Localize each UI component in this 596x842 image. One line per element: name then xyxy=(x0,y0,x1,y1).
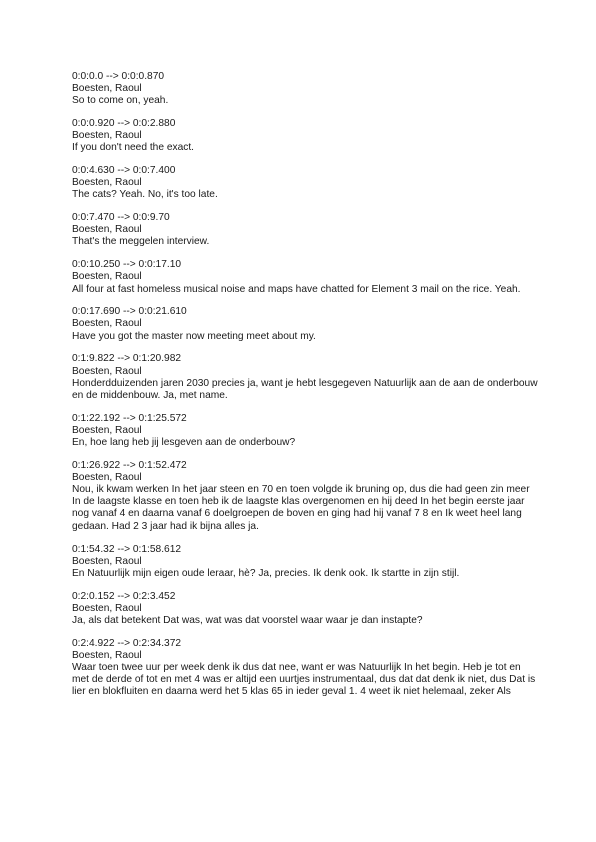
transcript-entry xyxy=(72,638,540,699)
transcript-entry xyxy=(72,212,540,248)
utterance-text: Waar toen twee uur per week denk ik dus dat nee, want er was Natuurlijk In het begin. Heb je tot en met de derde of tot en met 4 was er altijd een uurtjes instrumentaal, dus dat dat denk ik niet, dus Dat is lier en blokfluiten en daarna werd het 5 klas 65 in ieder geval 1. 4 weet ik niet helemaal, zeker Als xyxy=(72,661,536,698)
speaker-name: Boesten, Raoul xyxy=(72,177,142,189)
speaker-name: Boesten, Raoul xyxy=(72,471,142,483)
transcript-entry xyxy=(72,353,540,402)
transcript-entry xyxy=(72,591,540,627)
speaker-name: Boesten, Raoul xyxy=(72,318,142,330)
transcript-entry xyxy=(72,460,540,533)
timecode: 0:0:0.920 --> 0:0:2.880 xyxy=(72,118,176,130)
utterance-text: En Natuurlijk mijn eigen oude leraar, hè? Ja, precies. Ik denk ook. Ik startte in zijn stijl. xyxy=(72,567,460,579)
timecode: 0:0:0.0 --> 0:0:0.870 xyxy=(72,71,165,82)
transcript-entry xyxy=(72,544,540,580)
utterance-text: Have you got the master now meeting meet about my. xyxy=(72,330,316,342)
utterance-text: The cats? Yeah. No, it's too late. xyxy=(72,189,218,201)
utterance-text: Honderdduizenden jaren 2030 precies ja, want je hebt lesgegeven Natuurlijk aan de aan de onderbouw en de middenbouw. Ja, met name. xyxy=(72,377,538,401)
utterance-text: That's the meggelen interview. xyxy=(72,236,210,248)
transcript-entry xyxy=(72,259,540,295)
speaker-name: Boesten, Raoul xyxy=(72,602,142,614)
speaker-name: Boesten, Raoul xyxy=(72,271,142,283)
speaker-name: Boesten, Raoul xyxy=(72,649,142,661)
utterance-text: En, hoe lang heb jij lesgeven aan de onderbouw? xyxy=(72,436,296,448)
timecode: 0:0:4.630 --> 0:0:7.400 xyxy=(72,165,176,177)
transcript-entry xyxy=(72,165,540,201)
speaker-name: Boesten, Raoul xyxy=(72,130,142,142)
timecode: 0:2:4.922 --> 0:2:34.372 xyxy=(72,637,182,649)
timecode: 0:0:10.250 --> 0:0:17.10 xyxy=(72,259,182,271)
speaker-name: Boesten, Raoul xyxy=(72,555,142,567)
speaker-name: Boesten, Raoul xyxy=(72,424,142,436)
timecode: 0:1:22.192 --> 0:1:25.572 xyxy=(72,412,187,424)
timecode: 0:0:17.690 --> 0:0:21.610 xyxy=(72,306,187,318)
speaker-name: Boesten, Raoul xyxy=(72,365,142,377)
utterance-text: Nou, ik kwam werken In het jaar steen en 70 en toen volgde ik bruning op, dus die had geen zin meer In de laagste klasse en toen heb ik de laagste klas overgenomen en hij deed In het begin eerste jaar nog vanaf 4 en daarna vanaf 6 doelgroepen de boven en ging had hij vanaf 7 8 en Ik weet heel lang gedaan. Had 2 3 jaar had ik bijna alles ja. xyxy=(72,484,530,532)
timecode: 0:1:9.822 --> 0:1:20.982 xyxy=(72,353,182,365)
transcript-entry xyxy=(72,306,540,342)
transcript-entry xyxy=(72,71,540,107)
timecode: 0:1:26.922 --> 0:1:52.472 xyxy=(72,459,187,471)
timecode: 0:2:0.152 --> 0:2:3.452 xyxy=(72,590,176,602)
timecode: 0:0:7.470 --> 0:0:9.70 xyxy=(72,212,170,224)
transcript-entry xyxy=(72,413,540,449)
utterance-text: All four at fast homeless musical noise and maps have chatted for Element 3 mail on the rice. Yeah. xyxy=(72,283,521,295)
timecode: 0:1:54.32 --> 0:1:58.612 xyxy=(72,543,182,555)
speaker-name: Boesten, Raoul xyxy=(72,224,142,236)
utterance-text: If you don't need the exact. xyxy=(72,142,195,154)
utterance-text: So to come on, yeah. xyxy=(72,95,169,107)
transcript-entry xyxy=(72,118,540,154)
utterance-text: Ja, als dat betekent Dat was, wat was dat voorstel waar waar je dan instapte? xyxy=(72,614,423,626)
speaker-name: Boesten, Raoul xyxy=(72,83,142,95)
